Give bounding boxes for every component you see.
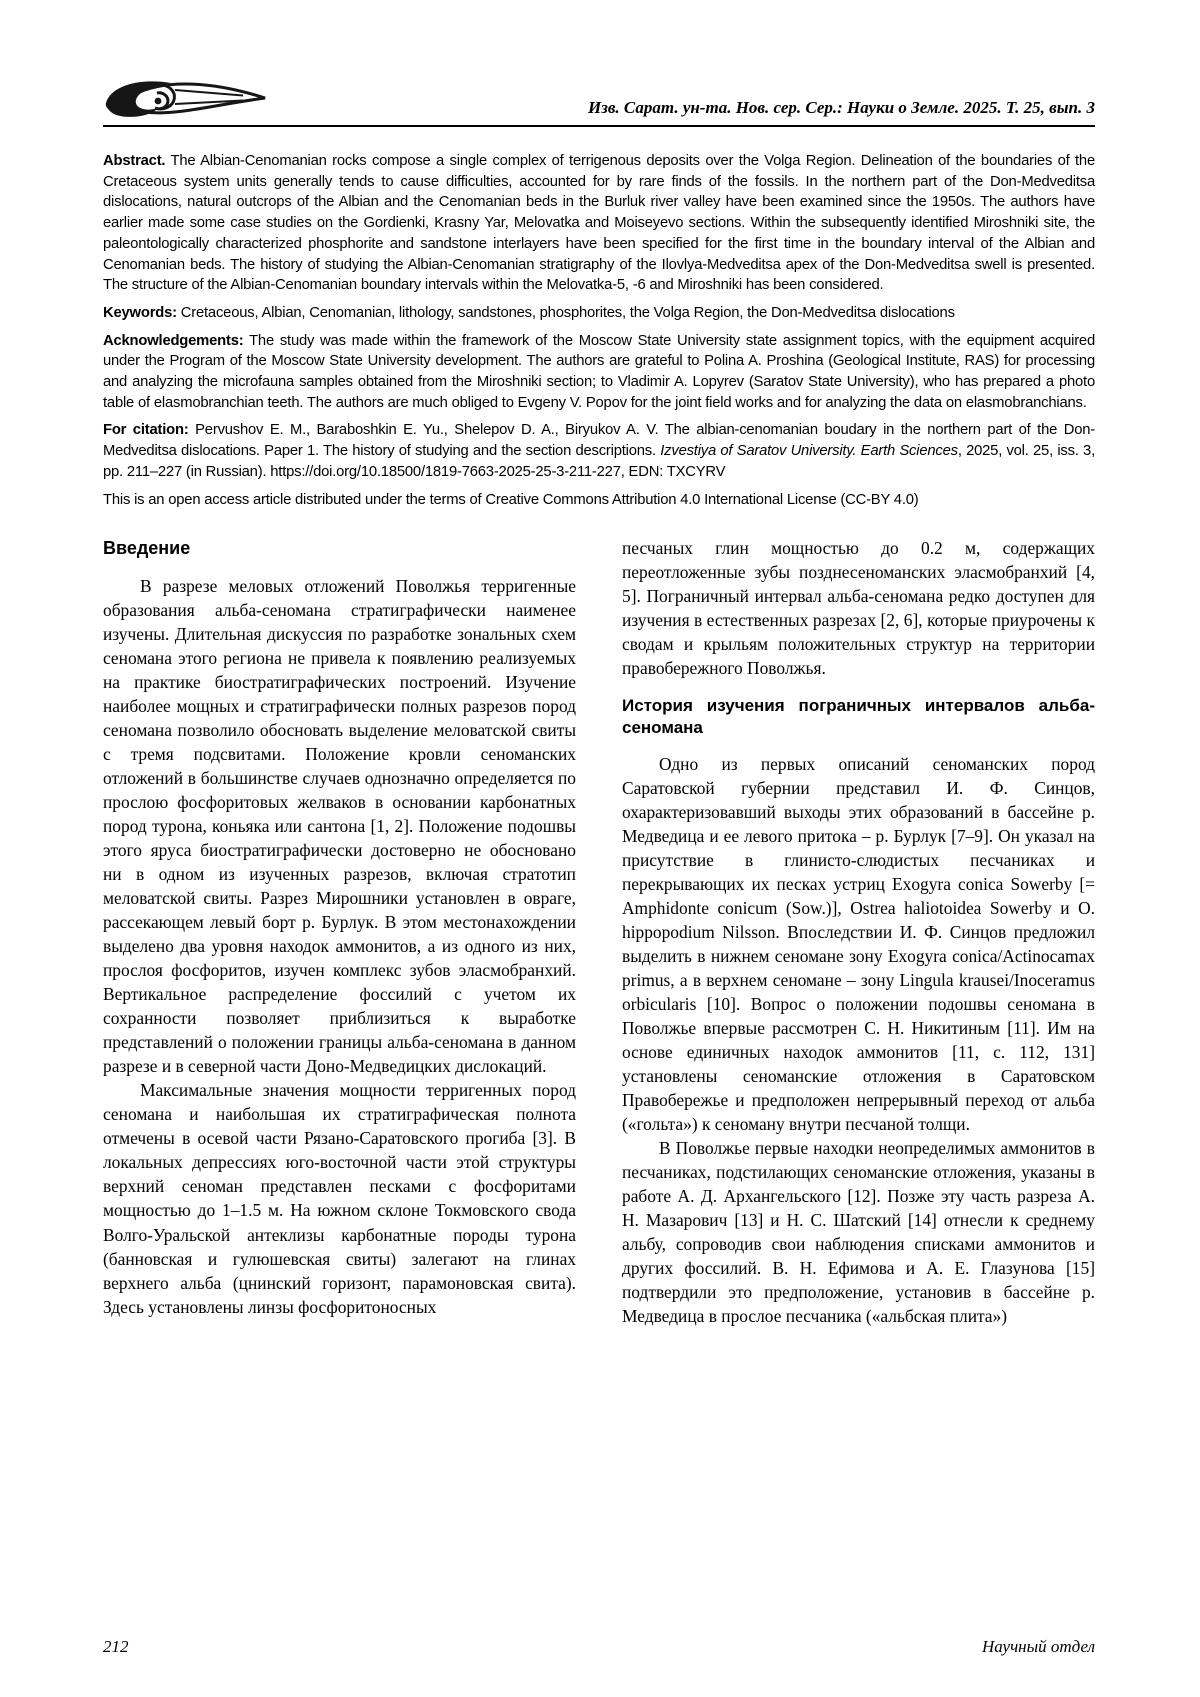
abstract-label: Abstract. <box>103 153 166 169</box>
citation-tail: , 2025, vol. 25, iss. 3, pp. 211–227 (in Russian). https://doi.org/10.18500/1819-7663-2025-25-3-211-227, EDN: TXCYRV <box>103 443 1095 480</box>
introduction-heading: Введение <box>103 538 191 559</box>
body-paragraph: Максимальные значения мощности терригенных пород сеномана и наибольшая их стратиграфическая полнота отмечены в осевой части Рязано-Саратовского прогиба [3]. В локальных депрессиях юго-восточной части этой структуры верхний сеноман представлен песками с фосфоритами мощностью до 1–1.5 м. На южном склоне Токмовского свода Волго-Уральской антеклизы карбонатные породы турона (банновская и гулюшевская свиты) залегают на глинах верхнего альба (цнинский горизонт, парамоновская свита). Здесь установлены линзы фосфоритоносных <box>103 1080 576 1317</box>
citation-block <box>103 420 1095 482</box>
history-section-heading: История изучения пограничных интервалов альба-сеномана <box>622 696 1095 738</box>
keywords-label: Keywords: <box>103 304 177 321</box>
left-column <box>103 536 576 1328</box>
citation-label: For citation: <box>103 422 189 439</box>
body-paragraph: В Поволжье первые находки неопределимых аммонитов в песчаниках, подстилающих сеноманские отложения, указаны в работе А. Д. Архангельского [12]. Позже эту часть разреза А. Н. Мазарович [13] и Н. С. Шатский [14] отнесли к среднему альбу, сопроводив свои наблюдения списками аммонитов и других фоссилий. В. Н. Ефимова и А. Е. Глазунова [15] подтвердили это предположение, установив в бассейне р. Медведица в прослое песчаника («альбская плита») <box>622 1137 1095 1326</box>
keywords-text: Cretaceous, Albian, Cenomanian, lithology, sandstones, phosphorites, the Volga Region, the Don-Medveditsa dislocations <box>180 304 955 321</box>
page-footer <box>103 1637 1095 1657</box>
citation-journal-title: Izvestiya of Saratov University. Earth Sciences <box>660 443 958 460</box>
footer-section-label: Научный отдел <box>981 1637 1095 1656</box>
page-number: 212 <box>103 1637 129 1656</box>
citation-authors: Pervushov E. M., Baraboshkin E. Yu., Shelepov D. A., Biryukov A. V. <box>195 422 659 439</box>
body-paragraph: Одно из первых описаний сеноманских пород Саратовской губернии представил И. Ф. Синцов, охарактеризовавший выходы этих образований в бассейне р. Медведица и ее левого притока – р. Бурлук [7–9]. Он указал на присутствие в глинисто-слюдистых песчаниках и перекрывающих их песках устриц Exogyra conica Sowerby [= Amphidonte conicum (Sow.)], Ostrea haliotoidea Sowerby и O. hippopodium Nilsson. Впоследствии И. Ф. Синцов предложил выделить в нижнем сеномане зону Exogyra conica/Actinocamax primus, а в верхнем сеномане – зону Lingula krausei/Inoceramus orbicularis [10]. Вопрос о положении подошвы сеномана в Поволжье впервые рассмотрен С. Н. Никитиным [11]. Им на основе единичных находок аммонитов [11, с. 112, 131] установлены сеноманские отложения в Саратовском Правобережье и предположен непрерывный переход от альба («гольта») к сеноману внутри песчаной толщи. <box>622 753 1096 1134</box>
keywords-block <box>103 303 1095 324</box>
continuation-paragraph: песчаных глин мощностью до 0.2 м, содержащих переотложенные зубы позднесеноманских эласмобранхий [4, 5]. Пограничный интервал альба-сеномана редко доступен для изучения в естественных разрезах [2, 6], которые приурочены к сводам и крыльям положительных структур на территории правобережного Поволжья. <box>622 538 1095 679</box>
ornament-logo <box>103 72 268 120</box>
citation-title: The albian-cenomanian boudary in the northern part of the Don-Medveditsa dislocations. Paper 1. The history of studying and the section descriptions. <box>103 422 1095 460</box>
abstract-block <box>103 151 1095 296</box>
article-body <box>103 536 1095 1328</box>
abstract-text: The Albian-Cenomanian rocks compose a single complex of terrigenous deposits over the Volga Region. Delineation of the boundaries of the Cretaceous system units generally tends to cause difficulties, accounted for by rare finds of the fossils. In the northern part of the Don-Medveditsa dislocations, natural outcrops of the Albian and the Cenomanian beds in the Burluk river valley have been examined since the 1950s. The authors have earlier made some case studies on the Gordienki, Krasny Yar, Melovatka and Moiseyevo sections. Within the subsequently identified Miroshniki site, the paleontologically characterized phosphorite and sandstone interlayers have been specified for the first time in the boundary interval of the Albian and Cenomanian beds. The history of studying the Albian-Cenomanian stratigraphy of the Ilovlya-Medveditsa apex of the Don-Medveditsa swell is presented. The structure of the Albian-Cenomanian boundary intervals within the Melovatka-5, -6 and Miroshniki has been considered. <box>103 153 1095 294</box>
body-paragraph: В разрезе меловых отложений Поволжья терригенные образования альба-сеномана стратиграфически наименее изучены. Длительная дискуссия по разработке зональных схем сеномана этого региона не привела к появлению реализуемых на практике биостратиграфических построений. Изучение наиболее мощных и стратиграфически полных разрезов пород сеномана позволило обосновать выделение меловатской свиты с тремя подсвитами. Положение кровли сеноманских отложений в большинстве случаев однозначно определяется по прослою фосфоритовых желваков в основании карбонатных пород турона, коньяка или сантона [1, 2]. Положение подошвы этого яруса биостратиграфически достоверно не обосновано ни в одном из изученных разрезов, включая стратотип меловатской свиты. Разрез Мирошники установлен в овраге, рассекающем левый борт р. Бурлук. В этом местонахождении выделено два уровня находок аммонитов, а из одного из них, прослоя фосфоритов, изучен комплекс зубов эласмобранхий. Вертикальное распределение фоссилий с учетом их сохранности позволяет приблизиться к выработке представлений о положении границы альба-сеномана в данном разрезе и в северной части Доно-Медведицких дислокаций. <box>103 576 576 1077</box>
right-column <box>622 536 1095 1328</box>
acknowledgements-label: Acknowledgements: <box>103 332 244 349</box>
front-matter <box>103 151 1095 510</box>
acknowledgements-block <box>103 331 1095 414</box>
license-statement: This is an open access article distributed under the terms of Creative Commons Attribution 4.0 International License (CC-BY 4.0) <box>103 491 919 508</box>
journal-reference: Изв. Сарат. ун-та. Нов. сер. Сер.: Науки о Земле. 2025. Т. 25, вып. 3 <box>587 98 1095 117</box>
page-header <box>103 72 1095 127</box>
acknowledgements-text: The study was made within the framework of the Moscow State University state assignment topics, with the equipment acquired under the Program of the Moscow State University development. The authors are grateful to Polina A. Proshina (Geological Institute, RAS) for processing and analyzing the microfauna samples obtained from the Miroshniki section; to Vladimir A. Lopyrev (Saratov State University), who has prepared a photo table of elasmobranchian teeth. The authors are much obliged to Evgeny V. Popov for the joint field works and for analyzing the data on elasmobranchians. <box>103 332 1095 411</box>
ornament-flourish-icon <box>103 74 268 120</box>
